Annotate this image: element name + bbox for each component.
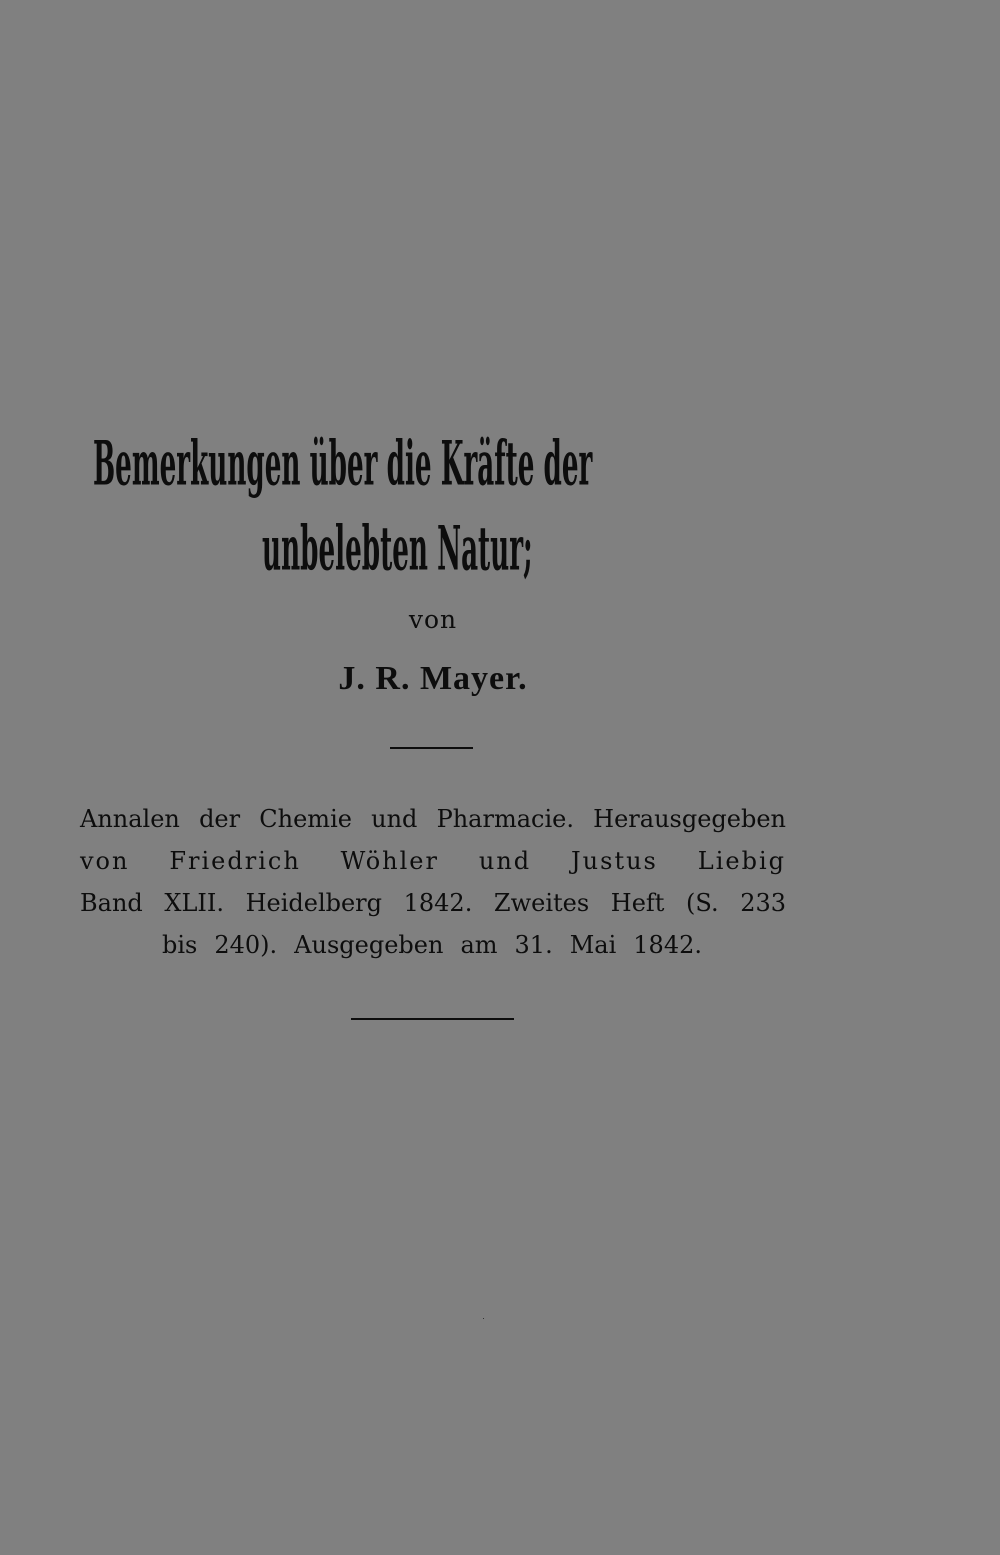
byline-von: von [408,605,458,634]
title-line-2: unbelebten Natur; [262,512,533,584]
source-line-3: Band XLII. Heidelberg 1842. Zweites Heft (S. 233 [80,889,786,917]
source-line-1: Annalen der Chemie und Pharmacie. Herausgegeben [80,805,786,833]
divider-rule-bottom [351,1018,514,1020]
author-name: J. R. Mayer. [338,660,528,697]
scan-speck [483,1318,484,1319]
divider-rule-top [390,747,473,749]
source-line-2: von Friedrich Wöhler und Justus Liebig [80,847,786,875]
title-line-1: Bemerkungen über die Kräfte der [93,427,593,499]
source-line-4: bis 240). Ausgegeben am 31. Mai 1842. [162,931,702,959]
